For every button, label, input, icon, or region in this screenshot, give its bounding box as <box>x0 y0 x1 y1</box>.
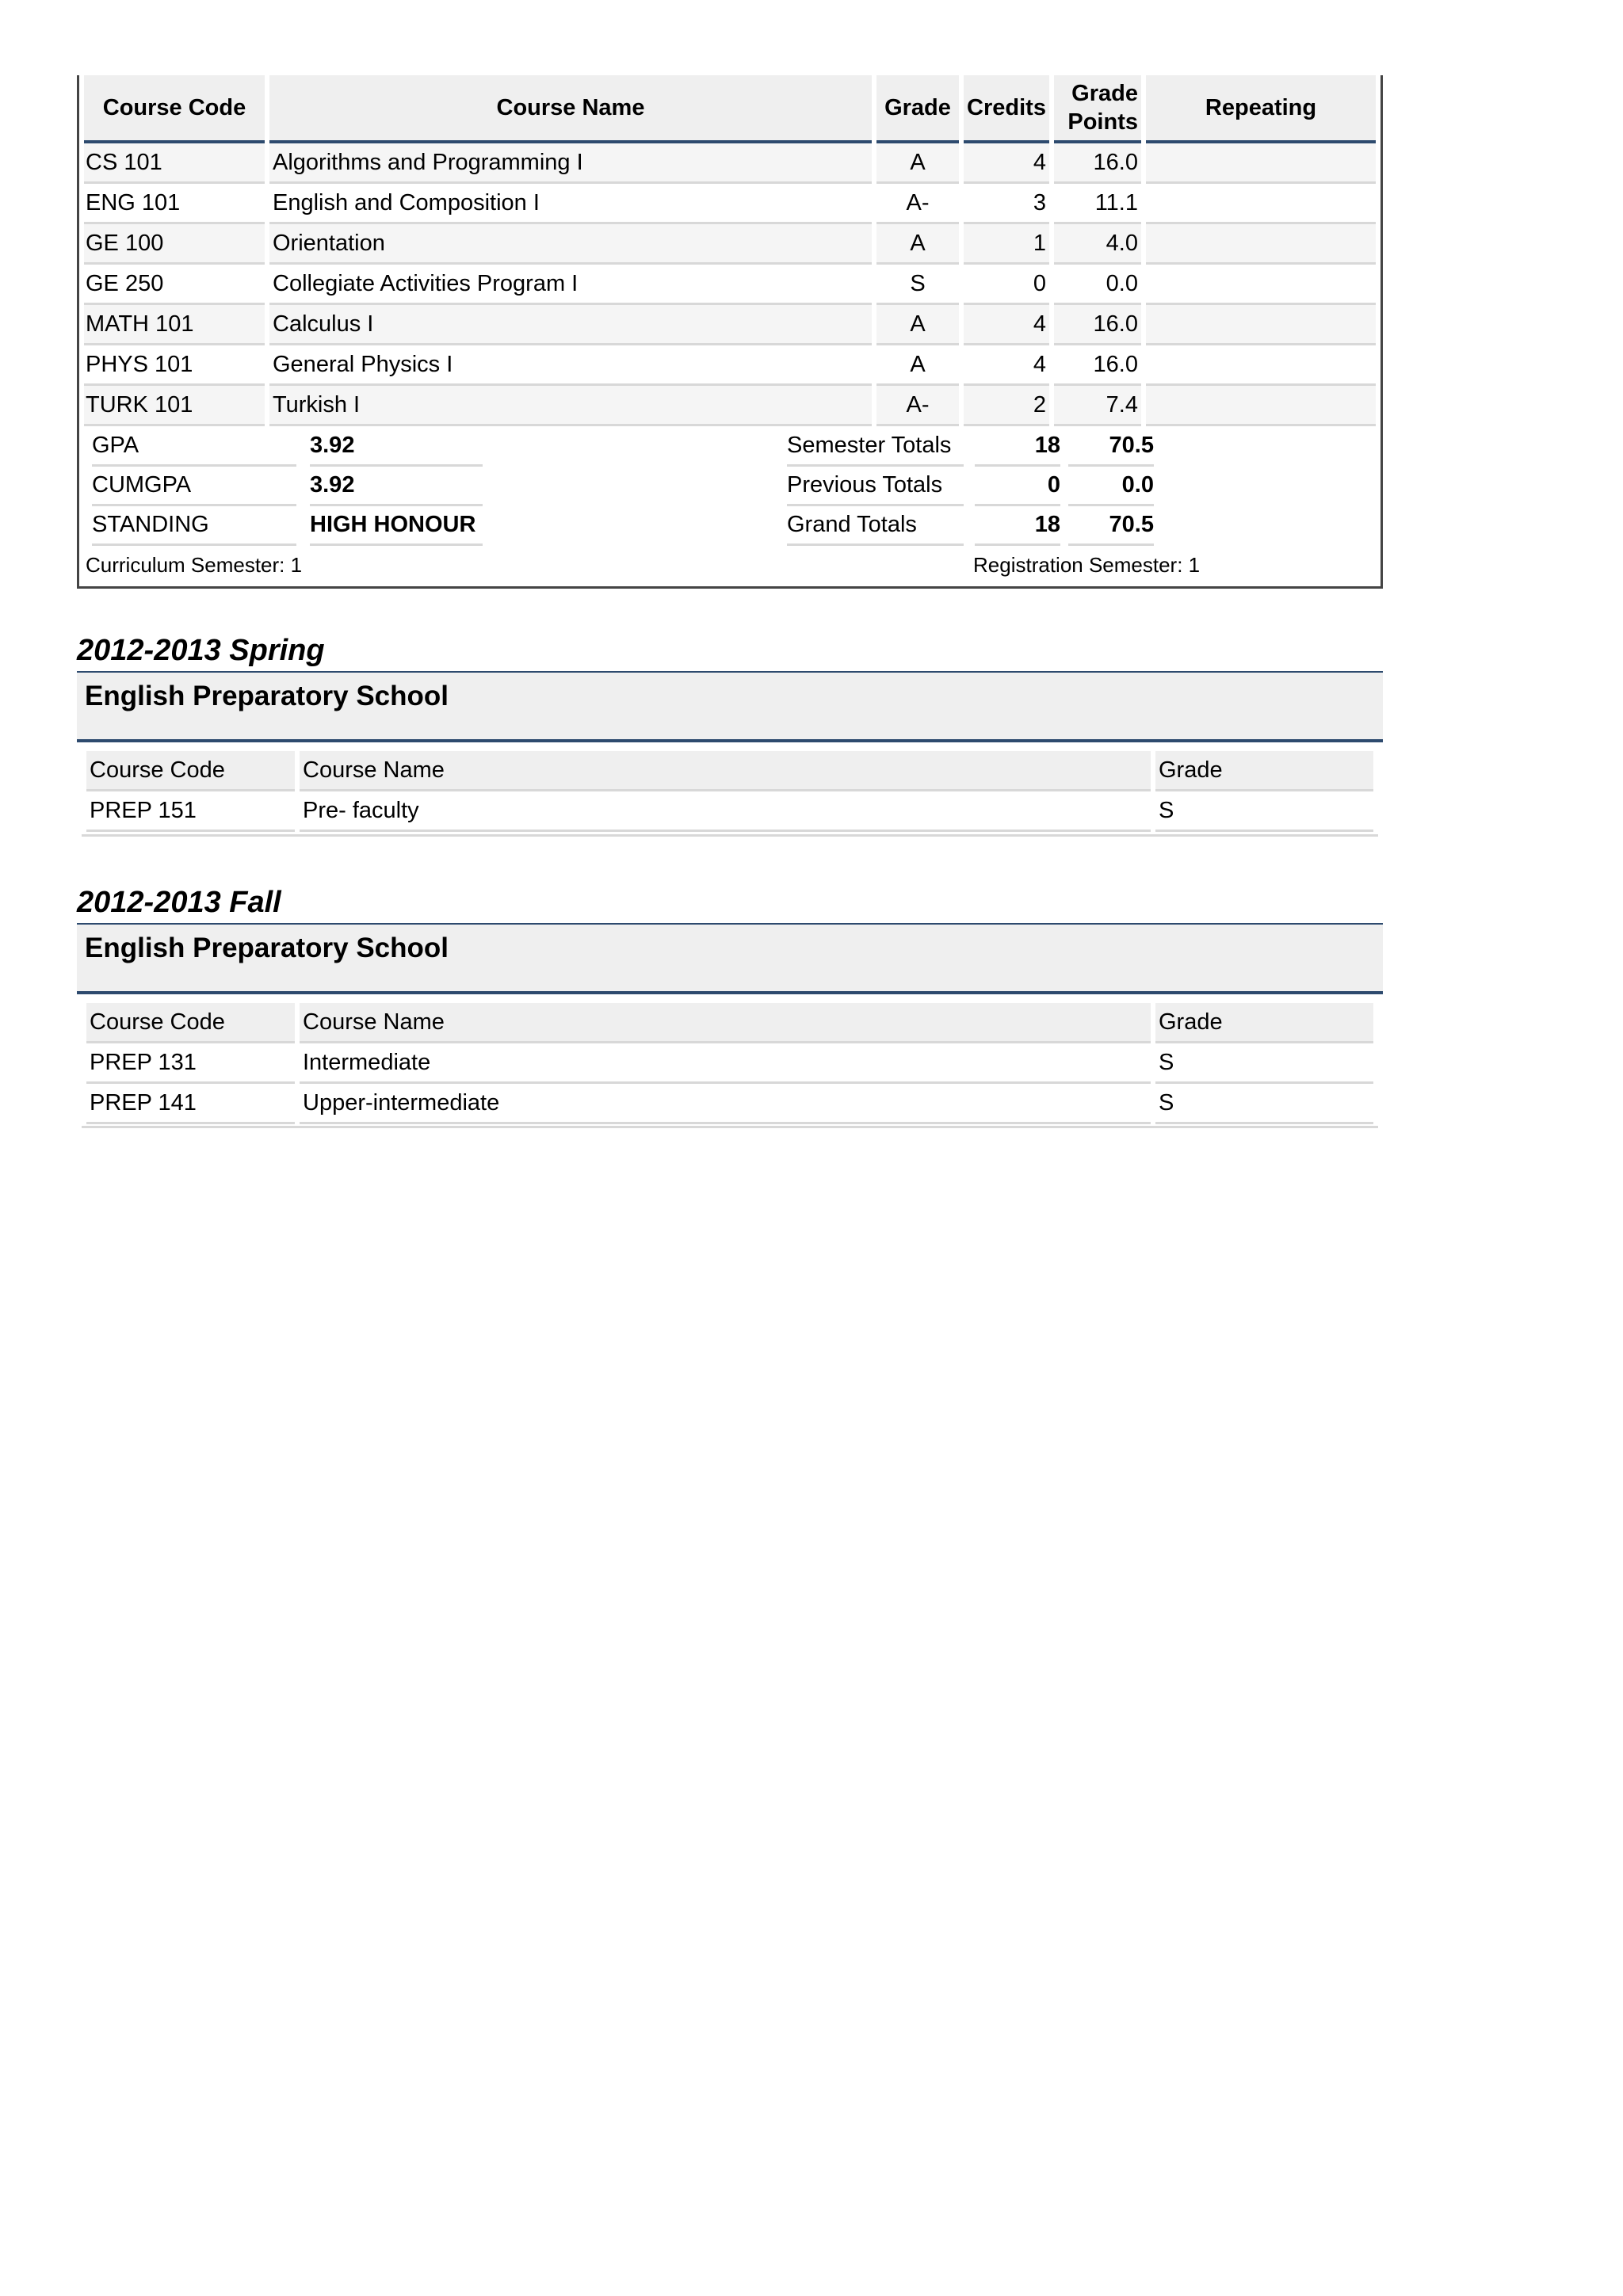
table-row <box>84 265 1376 305</box>
semester-totals-label: Semester Totals <box>787 426 964 467</box>
school-name: English Preparatory School <box>85 933 449 963</box>
table-row <box>84 345 1376 386</box>
course-grade: A <box>876 345 959 386</box>
course-name: Collegiate Activities Program I <box>269 265 872 305</box>
table-row <box>86 1084 1373 1124</box>
course-name: Algorithms and Programming I <box>269 143 872 184</box>
school-header-fall <box>77 925 1383 994</box>
course-name: English and Composition I <box>269 184 872 224</box>
standing-label: STANDING <box>92 505 296 546</box>
previous-totals-credits: 0 <box>975 466 1060 506</box>
course-points: 11.1 <box>1054 184 1141 224</box>
header-grade-points-line2: Points <box>1067 109 1138 135</box>
section-divider <box>82 834 1378 837</box>
header-grade: Grade <box>1155 751 1373 791</box>
course-code: TURK 101 <box>84 386 265 426</box>
course-code: PREP 141 <box>86 1084 295 1124</box>
course-repeating <box>1146 386 1376 426</box>
previous-totals-label: Previous Totals <box>787 466 964 506</box>
course-name: Calculus I <box>269 305 872 345</box>
table-row <box>84 143 1376 184</box>
school-name: English Preparatory School <box>85 681 449 711</box>
prep-course-table-fall <box>82 1003 1378 1124</box>
course-name: Upper-intermediate <box>300 1084 1151 1124</box>
course-credits: 2 <box>964 386 1049 426</box>
header-course-name: Course Name <box>300 1003 1151 1043</box>
course-code: MATH 101 <box>84 305 265 345</box>
table-header-row <box>84 75 1376 143</box>
course-repeating <box>1146 224 1376 265</box>
course-repeating <box>1146 265 1376 305</box>
course-name: General Physics I <box>269 345 872 386</box>
header-course-code: Course Code <box>84 75 265 143</box>
prep-course-table-spring <box>82 751 1378 832</box>
term-heading-spring: 2012-2013 Spring <box>77 631 1383 673</box>
header-grade: Grade <box>876 75 959 143</box>
course-grade: A <box>876 224 959 265</box>
course-name: Pre- faculty <box>300 791 1151 832</box>
course-grade: S <box>1155 791 1373 832</box>
table-header-row <box>86 751 1373 791</box>
grand-totals-credits: 18 <box>975 505 1060 546</box>
course-points: 0.0 <box>1054 265 1141 305</box>
course-name: Turkish I <box>269 386 872 426</box>
semester-totals-points: 70.5 <box>1068 426 1154 467</box>
header-course-name: Course Name <box>269 75 872 143</box>
course-credits: 4 <box>964 305 1049 345</box>
course-points: 4.0 <box>1054 224 1141 265</box>
header-credits: Credits <box>964 75 1049 143</box>
course-repeating <box>1146 184 1376 224</box>
course-grade: A <box>876 143 959 184</box>
table-row <box>84 386 1376 426</box>
course-code: GE 100 <box>84 224 265 265</box>
course-points: 16.0 <box>1054 143 1141 184</box>
course-code: CS 101 <box>84 143 265 184</box>
grand-totals-label: Grand Totals <box>787 505 964 546</box>
course-credits: 4 <box>964 345 1049 386</box>
course-grade: A <box>876 305 959 345</box>
course-credits: 3 <box>964 184 1049 224</box>
grand-totals-points: 70.5 <box>1068 505 1154 546</box>
gpa-value: 3.92 <box>310 426 483 467</box>
course-code: GE 250 <box>84 265 265 305</box>
course-credits: 0 <box>964 265 1049 305</box>
gpa-label: GPA <box>92 426 296 467</box>
cumgpa-label: CUMGPA <box>92 466 296 506</box>
course-code: PHYS 101 <box>84 345 265 386</box>
header-course-name: Course Name <box>300 751 1151 791</box>
course-code: PREP 131 <box>86 1043 295 1084</box>
semester-transcript-block <box>77 75 1383 589</box>
course-name: Orientation <box>269 224 872 265</box>
course-repeating <box>1146 345 1376 386</box>
course-grade: S <box>876 265 959 305</box>
course-credits: 1 <box>964 224 1049 265</box>
course-name: Intermediate <box>300 1043 1151 1084</box>
course-grade: A- <box>876 386 959 426</box>
header-course-code: Course Code <box>86 751 295 791</box>
registration-semester: Registration Semester: 1 <box>973 553 1201 577</box>
cumgpa-value: 3.92 <box>310 466 483 506</box>
course-points: 16.0 <box>1054 345 1141 386</box>
header-grade-points-line1: Grade <box>1071 81 1138 106</box>
table-row <box>84 184 1376 224</box>
section-divider <box>82 1126 1378 1128</box>
course-repeating <box>1146 143 1376 184</box>
previous-totals-points: 0.0 <box>1068 466 1154 506</box>
course-grade: A- <box>876 184 959 224</box>
table-row <box>84 305 1376 345</box>
curriculum-semester: Curriculum Semester: 1 <box>86 553 303 577</box>
school-header-spring <box>77 673 1383 742</box>
course-points: 7.4 <box>1054 386 1141 426</box>
course-credits: 4 <box>964 143 1049 184</box>
header-grade: Grade <box>1155 1003 1373 1043</box>
header-grade-points <box>1054 75 1141 143</box>
table-header-row <box>86 1003 1373 1043</box>
course-grade: S <box>1155 1043 1373 1084</box>
table-row <box>86 791 1373 832</box>
course-points: 16.0 <box>1054 305 1141 345</box>
course-code: ENG 101 <box>84 184 265 224</box>
header-repeating: Repeating <box>1146 75 1376 143</box>
semester-totals-credits: 18 <box>975 426 1060 467</box>
standing-value: HIGH HONOUR <box>310 505 483 546</box>
table-row <box>86 1043 1373 1084</box>
header-course-code: Course Code <box>86 1003 295 1043</box>
course-grade: S <box>1155 1084 1373 1124</box>
course-repeating <box>1146 305 1376 345</box>
course-table <box>79 75 1381 426</box>
term-heading-fall: 2012-2013 Fall <box>77 883 1383 925</box>
table-row <box>84 224 1376 265</box>
course-code: PREP 151 <box>86 791 295 832</box>
